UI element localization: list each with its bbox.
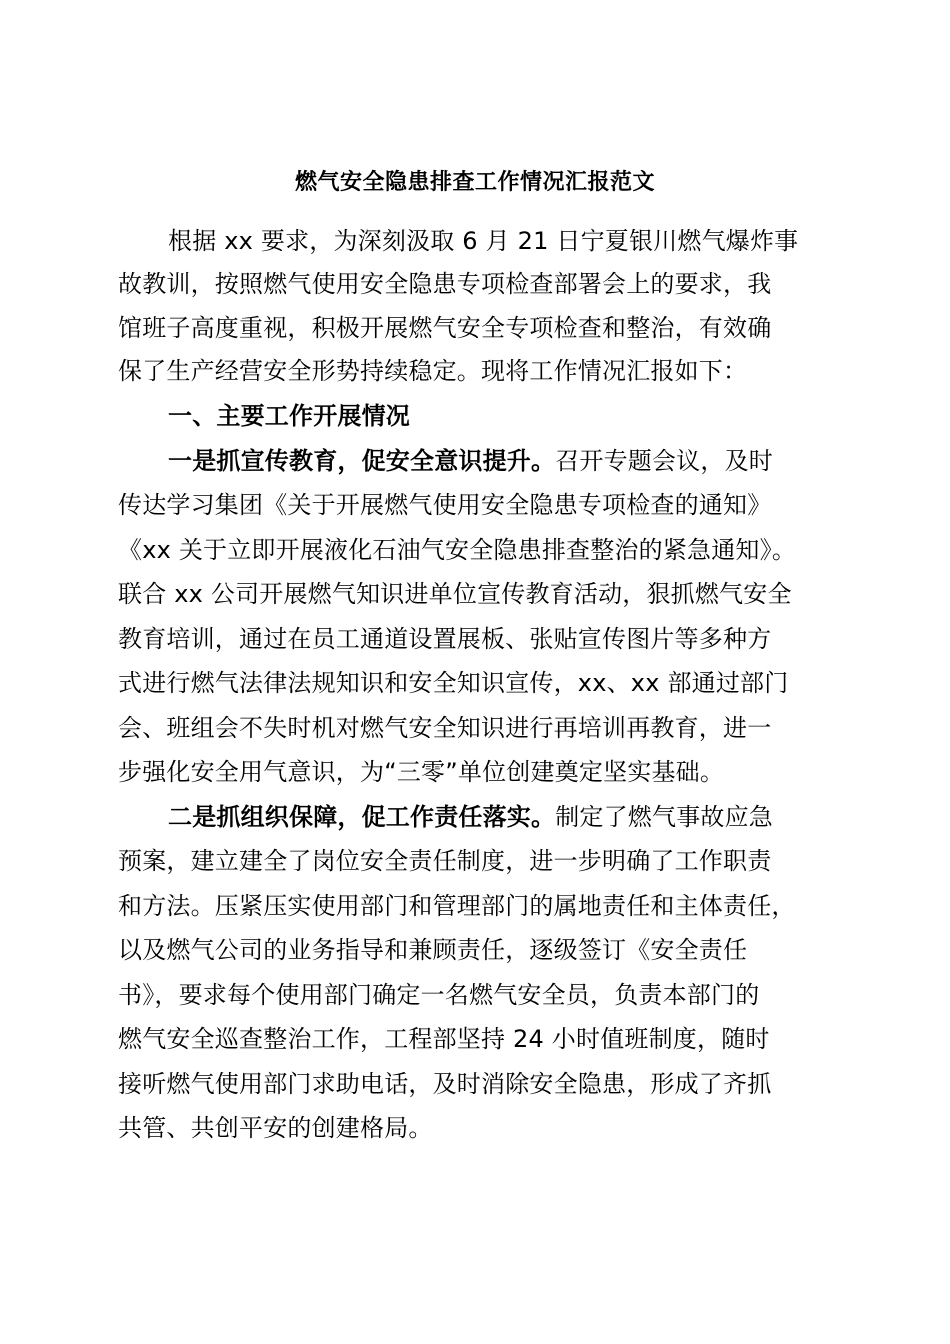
paragraph-line: 式进行燃气法律法规知识和安全知识宣传，xx、xx 部通过部门 (118, 669, 789, 697)
paragraph-line: 传达学习集团《关于开展燃气使用安全隐患专项检查的通知》 (118, 491, 772, 519)
paragraph-line: 会、班组会不失时机对燃气安全知识进行再培训再教育，进一 (118, 714, 772, 742)
paragraph-line (168, 802, 773, 832)
paragraph-line: 以及燃气公司的业务指导和兼顾责任，逐级签订《安全责任 (118, 936, 748, 964)
paragraph-line: 联合 xx 公司开展燃气知识进单位宣传教育活动，狠抓燃气安全 (118, 580, 792, 608)
paragraph-line: 馆班子高度重视，积极开展燃气安全专项检查和整治，有效确 (118, 314, 772, 342)
paragraph-text: 召开专题会议，及时 (555, 447, 774, 475)
paragraph-line: 根据 xx 要求，为深刻汲取 6 月 21 日宁夏银川燃气爆炸事 (168, 227, 799, 255)
paragraph-line: 书》，要求每个使用部门确定一名燃气安全员，负责本部门的 (118, 981, 760, 1009)
subsection-lead: 一是抓宣传教育，促安全意识提升。 (168, 447, 556, 475)
paragraph-line: 预案，建立建全了岗位安全责任制度，进一步明确了工作职责 (118, 847, 772, 875)
paragraph-line: 教育培训，通过在员工通道设置展板、张贴宣传图片等多种方 (118, 625, 772, 653)
paragraph-line: 故教训，按照燃气使用安全隐患专项检查部署会上的要求，我 (118, 270, 772, 298)
subsection-lead: 二是抓组织保障，促工作责任落实。 (168, 803, 556, 831)
paragraph-line (168, 446, 773, 476)
document-title: 燃气安全隐患排查工作情况汇报范文 (294, 170, 655, 195)
paragraph-line: 步强化安全用气意识，为“三零”单位创建奠定坚实基础。 (118, 758, 725, 786)
paragraph-line: 共管、共创平安的创建格局。 (118, 1114, 433, 1142)
paragraph-line: 接听燃气使用部门求助电话，及时消除安全隐患，形成了齐抓 (118, 1070, 772, 1098)
paragraph-line: 《xx 关于立即开展液化石油气安全隐患排查整治的紧急通知》。 (118, 536, 797, 564)
paragraph-line: 保了生产经营安全形势持续稳定。现将工作情况汇报如下： (118, 357, 748, 385)
paragraph-line: 燃气安全巡查整治工作，工程部坚持 24 小时值班制度，随时 (118, 1025, 770, 1053)
section-heading: 一、主要工作开展情况 (168, 402, 410, 430)
paragraph-line: 和方法。压紧压实使用部门和管理部门的属地责任和主体责任， (118, 892, 796, 920)
paragraph-text: 制定了燃气事故应急 (555, 803, 774, 831)
